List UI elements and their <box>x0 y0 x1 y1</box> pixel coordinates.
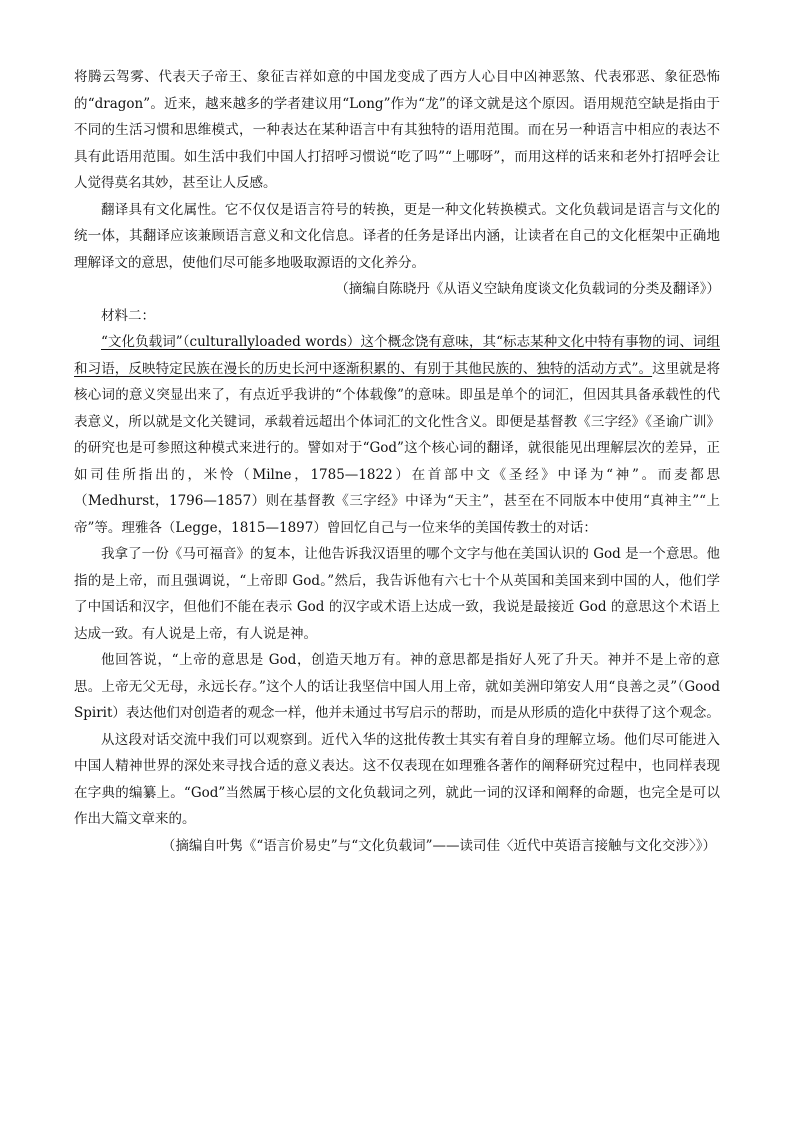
material-2-label: 材料二： <box>101 307 155 324</box>
source-citation-2: （摘编自叶隽《“语言价易史”与“文化负载词”——读司佳〈近代中英语言接触与文化交涉〉》） <box>161 837 716 854</box>
paragraph-3 <box>74 329 720 541</box>
paragraph-6: 从这段对话交流中我们可以观察到。近代入华的这批传教士其实有着自身的理解立场。他们尽可能进入中国人精神世界的深处来寻找合适的意义表达。这不仅表现在如理雅各著作的阐释研究过程中，也同样表现在字典的编纂上。“God”当然属于核心层的文化负载词之列，就此一词的汉译和阐释的命题，也完全是可以作出大篇文章来的。 <box>74 731 720 827</box>
underlined-definition: “文化负载词”（culturallyloaded words）这个概念饶有意味，其“标志某种文化中特有事物的词、词组和习语，反映特定民族在漫长的历史长河中逐渐积累的、有别于其他民族的、独特的活动方式”。 <box>74 334 720 377</box>
text-column <box>74 64 720 859</box>
source-citation-1: （摘编自陈晓丹《从语义空缺角度谈文化负载词的分类及翻译》） <box>335 281 720 297</box>
paragraph-5: 他回答说，“上帝的意思是 God，创造天地万有。神的意思都是指好人死了升天。神并不是上帝的意思。上帝无父无母，永远长存。”这个人的话让我坚信中国人用上帝，就如美洲印第安人用“良善之灵”（Good Spirit）表达他们对创造者的观念一样，他并未通过书写启示的帮助，而是从形质的造化中获得了这个观念。 <box>74 652 720 721</box>
paragraph-4: 我拿了一份《马可福音》的复本，让他告诉我汉语里的哪个文字与他在美国认识的 God 是一个意思。他指的是上帝，而且强调说，“上帝即 God。”然后，我告诉他有六七十个从英国和美国来到中国的人，他们学了中国话和汉字，但他们不能在表示 God 的汉字或术语上达成一致，我说是最接近 God 的意思这个术语上达成一致。有人说是上帝，有人说是神。 <box>74 546 720 642</box>
paragraph-2: 翻译具有文化属性。它不仅仅是语言符号的转换，更是一种文化转换模式。文化负载词是语言与文化的统一体，其翻译应该兼顾语言意义和文化信息。译者的任务是译出内涵，让读者在自己的文化框架中正确地理解译文的意思，使他们尽可能多地吸取源语的文化养分。 <box>74 201 720 271</box>
paragraph-1: 将腾云驾雾、代表天子帝王、象征吉祥如意的中国龙变成了西方人心目中凶神恶煞、代表邪恶、象征恐怖的“dragon”。近来，越来越多的学者建议用“Long”作为“龙”的译文就是这个原因。语用规范空缺是指由于不同的生活习惯和思维模式，一种表达在某种语言中有其独特的语用范围。而在另一种语言中相应的表达不具有此语用范围。如生活中我们中国人打招呼习惯说“吃了吗”“上哪呀”，而用这样的话来和老外打招呼会让人觉得莫名其妙，甚至让人反感。 <box>74 69 720 191</box>
paragraph-3-rest: 这里就是将核心词的意义突显出来了，有点近乎我讲的“个体载像”的意味。即虽是单个的词汇，但因其具备承载性的代表意义，所以就是文化关键词，承载着远超出个体词汇的文化性含义。即便是基督教《三字经》《圣谕广训》的研究也是可参照这种模式来进行的。譬如对于“God”这个核心词的翻译，就很能见出理解层次的差异，正如司佳所指出的，米怜（Milne，1785—1822）在首部中文《圣经》中译为“神”。而麦都思（Medhurst，1796—1857）则在基督教《三字经》中译为“天主”，甚至在不同版本中使用“真神主”“上帝”等。理雅各（Legge，1815—1897）曾回忆自己与一位来华的美国传教士的对话： <box>74 360 721 536</box>
